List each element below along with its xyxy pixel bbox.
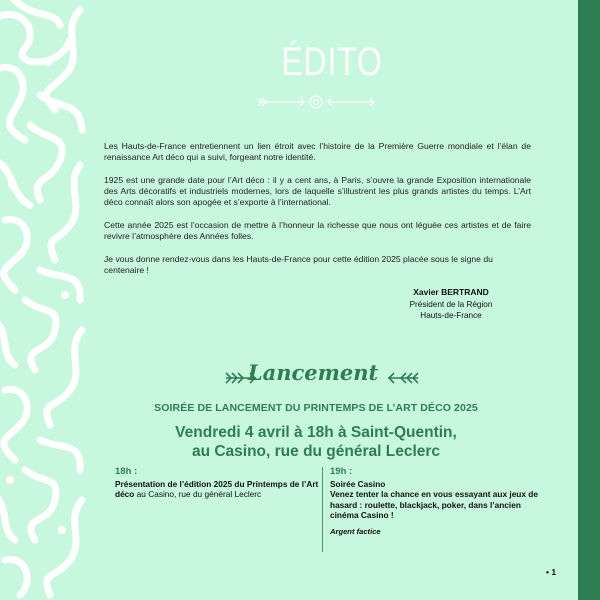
program-note: Argent factice — [330, 526, 381, 536]
program-19h — [330, 467, 545, 537]
program-regular-text: au Casino, rue du général Leclerc — [134, 489, 262, 499]
edito-paragraph-1: Les Hauts-de-France entretiennent un lien étroit avec l’histoire de la Première Guerre mondiale et l’élan de renaissance Art déco qui a suivi, forgeant notre identité. — [104, 141, 531, 162]
program-bold-text: Présentation de l’édition 2025 du Printemps de l’Art déco — [115, 478, 319, 499]
page-content — [86, 0, 578, 600]
event-date-line-2: au Casino, rue du général Leclerc — [191, 443, 441, 460]
event-date-line-1: Vendredi 4 avril à 18h à Saint-Quentin, — [175, 424, 457, 441]
right-accent-band — [578, 0, 600, 600]
edito-text — [104, 141, 531, 288]
arrow-ornament-icon — [256, 92, 376, 112]
edito-paragraph-3: Cette année 2025 est l’occasion de mettre à l’honneur la richesse que nous ont léguée ces artistes et de faire revivre l’atmosphère des Années folles. — [104, 220, 531, 241]
signature-role-line-1: Président de la Région — [409, 300, 493, 309]
edito-paragraph-4: Je vous donne rendez-vous dans les Hauts-de-France pour cette édition 2025 placée sous le signe du centenaire ! — [104, 254, 493, 275]
program-subtitle: Soirée Casino — [330, 478, 386, 489]
program-description — [115, 479, 320, 500]
column-divider — [322, 467, 323, 552]
edito-title: ÉDITO — [281, 40, 383, 84]
launch-title: Lancement — [247, 360, 379, 385]
event-date — [86, 423, 546, 461]
edito-paragraph-2: 1925 est une grande date pour l’Art déco : il y a cent ans, à Paris, s’ouvre la grande Exposition internationale des Arts décoratifs et industriels modernes, lors de laquelle s’illustrent les plus grands artistes du temps. L’Art déco connaît alors son apogée et s’exporte à l’international. — [104, 175, 531, 207]
program-18h — [115, 467, 320, 500]
signature-role-line-2: Hauts-de-France — [420, 310, 482, 320]
program-time: 18h : — [115, 466, 138, 477]
program-time: 19h : — [330, 466, 353, 477]
signature-role — [366, 300, 536, 321]
signature-name: Xavier BERTRAND — [413, 287, 489, 297]
page-number: • 1 — [546, 567, 557, 577]
program-description: Venez tenter la chance en vous essayant aux jeux de hasard : roulette, blackjack, poker, dans l’ancien cinéma Casino ! — [330, 489, 538, 520]
coral-pattern-decoration — [0, 0, 86, 600]
event-heading: SOIRÉE DE LANCEMENT DU PRINTEMPS DE L’ART DÉCO 2025 — [154, 402, 478, 414]
